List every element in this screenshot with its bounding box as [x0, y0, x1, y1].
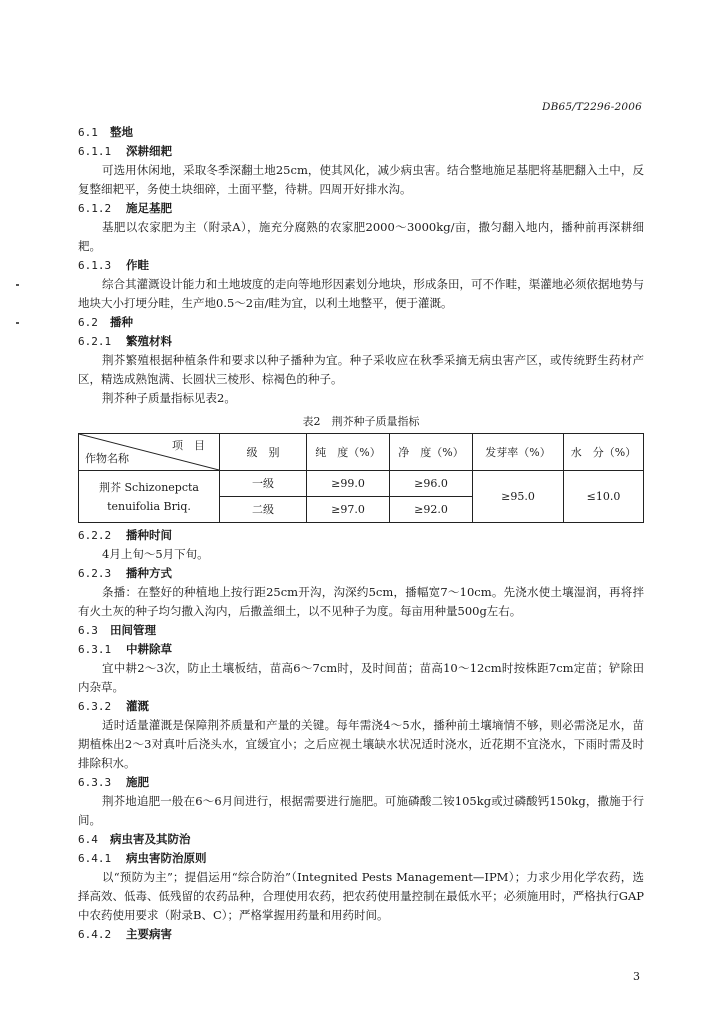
corner-header-item: 项 目 — [172, 439, 205, 452]
section-heading: 6.2.1 繁殖材料 — [78, 334, 172, 348]
paragraph: 以“预防为主”；提倡运用“综合防治”（Integnited Pests Management—IPM）；力求少用化学农药，选择高效、低毒、低残留的农药品种，合理使用农药，把农药使用量控制在最低水平；必须施用时，严格执行GAP中农药使用要求（附录B、C）；严格掌握用药量和用药时间。 — [78, 870, 644, 922]
paragraph: 4月上旬～5月下旬。 — [102, 547, 209, 561]
standard-number: DB65/T2296-2006 — [541, 101, 642, 113]
section-heading: 6.3.1 中耕除草 — [78, 642, 172, 656]
table-caption: 表2 荆芥种子质量指标 — [302, 415, 420, 428]
table-header-cell: 纯 度（%） — [307, 434, 390, 471]
seed-quality-table — [78, 433, 644, 523]
paragraph: 综合其灌溉设计能力和土地坡度的走向等地形因素划分地块，形成条田，可不作畦，渠灌地必须依据地势与地块大小打埂分畦，生产地0.5～2亩/畦为宜，以利土地整平，便于灌溉。 — [78, 277, 644, 310]
section-heading: 6.1.2 施足基肥 — [78, 201, 172, 215]
paragraph: 荆芥种子质量指标见表2。 — [102, 391, 236, 405]
section-heading: 6.3.2 灌溉 — [78, 699, 149, 713]
section-heading: 6.3 田间管理 — [78, 623, 156, 637]
section-heading: 6.4 病虫害及其防治 — [78, 832, 191, 846]
section-heading: 6.2.2 播种时间 — [78, 528, 172, 542]
paragraph: 适时适量灌溉是保障荆芥质量和产量的关键。每年需浇4～5水，播种前土壤墒情不够，则必需浇足水，苗期植株出2～3对真叶后浇头水，宜缓宜小；之后应视土壤缺水状况适时浇水，近花期不宜浇水，下雨时需及时排除积水。 — [78, 718, 644, 770]
section-heading: 6.1.3 作畦 — [78, 258, 149, 272]
table-cell: ≥95.0 — [473, 471, 564, 523]
section-heading: 6.3.3 施肥 — [78, 775, 149, 789]
table-header-cell: 水 分（%） — [564, 434, 644, 471]
page-number: 3 — [633, 970, 640, 983]
main-content — [78, 123, 644, 944]
table-cell: ≥96.0 — [390, 471, 473, 497]
paragraph: 基肥以农家肥为主（附录A），施充分腐熟的农家肥2000～3000kg/亩，撒匀翻入地内，播种前再深耕细耙。 — [78, 220, 644, 253]
table-cell: ≥99.0 — [307, 471, 390, 497]
crop-name-cell: 荆芥 Schizonepcta tenuifolia Briq. — [79, 471, 220, 523]
section-heading: 6.2.3 播种方式 — [78, 566, 172, 580]
paragraph: 荆芥繁殖根据种植条件和要求以种子播种为宜。种子采收应在秋季采摘无病虫害产区，或传统野生药材产区，精选成熟饱满、长圆状三棱形、棕褐色的种子。 — [78, 353, 644, 386]
section-heading: 6.2 播种 — [78, 315, 133, 329]
scan-mark — [16, 284, 19, 286]
paragraph: 宜中耕2～3次，防止土壤板结，苗高6～7cm时，及时间苗；苗高10～12cm时按株距7cm定苗；铲除田内杂草。 — [78, 661, 644, 694]
paragraph: 荆芥地追肥一般在6～6月间进行，根据需要进行施肥。可施磷酸二铵105kg或过磷酸钙150kg，撒施于行间。 — [78, 794, 644, 827]
table-cell: ≤10.0 — [564, 471, 644, 523]
table-cell: 一级 — [220, 471, 307, 497]
section-heading: 6.1 整地 — [78, 125, 133, 139]
table-header-cell: 级 别 — [220, 434, 307, 471]
table-header-cell: 发芽率（%） — [473, 434, 564, 471]
table-cell: ≥92.0 — [390, 497, 473, 523]
table-cell: ≥97.0 — [307, 497, 390, 523]
table-header-cell: 净 度（%） — [390, 434, 473, 471]
scan-mark — [16, 322, 19, 324]
section-heading: 6.1.1 深耕细耙 — [78, 144, 172, 158]
corner-header-crop: 作物名称 — [85, 452, 129, 465]
section-heading: 6.4.2 主要病害 — [78, 927, 172, 941]
table-corner-cell — [79, 434, 220, 471]
paragraph: 可选用休闲地，采取冬季深翻土地25cm，使其风化，减少病虫害。结合整地施足基肥将基肥翻入土中，反复整细耙平，务使土块细碎，土面平整，待耕。四周开好排水沟。 — [78, 163, 644, 196]
table-cell: 二级 — [220, 497, 307, 523]
section-heading: 6.4.1 病虫害防治原则 — [78, 851, 207, 865]
paragraph: 条播：在整好的种植地上按行距25cm开沟，沟深约5cm，播幅宽7～10cm。先浇水使土壤湿润，再将拌有火土灰的种子均匀撒入沟内，后撒盖细土，以不见种子为度。每亩用种量500g左右。 — [78, 585, 644, 618]
